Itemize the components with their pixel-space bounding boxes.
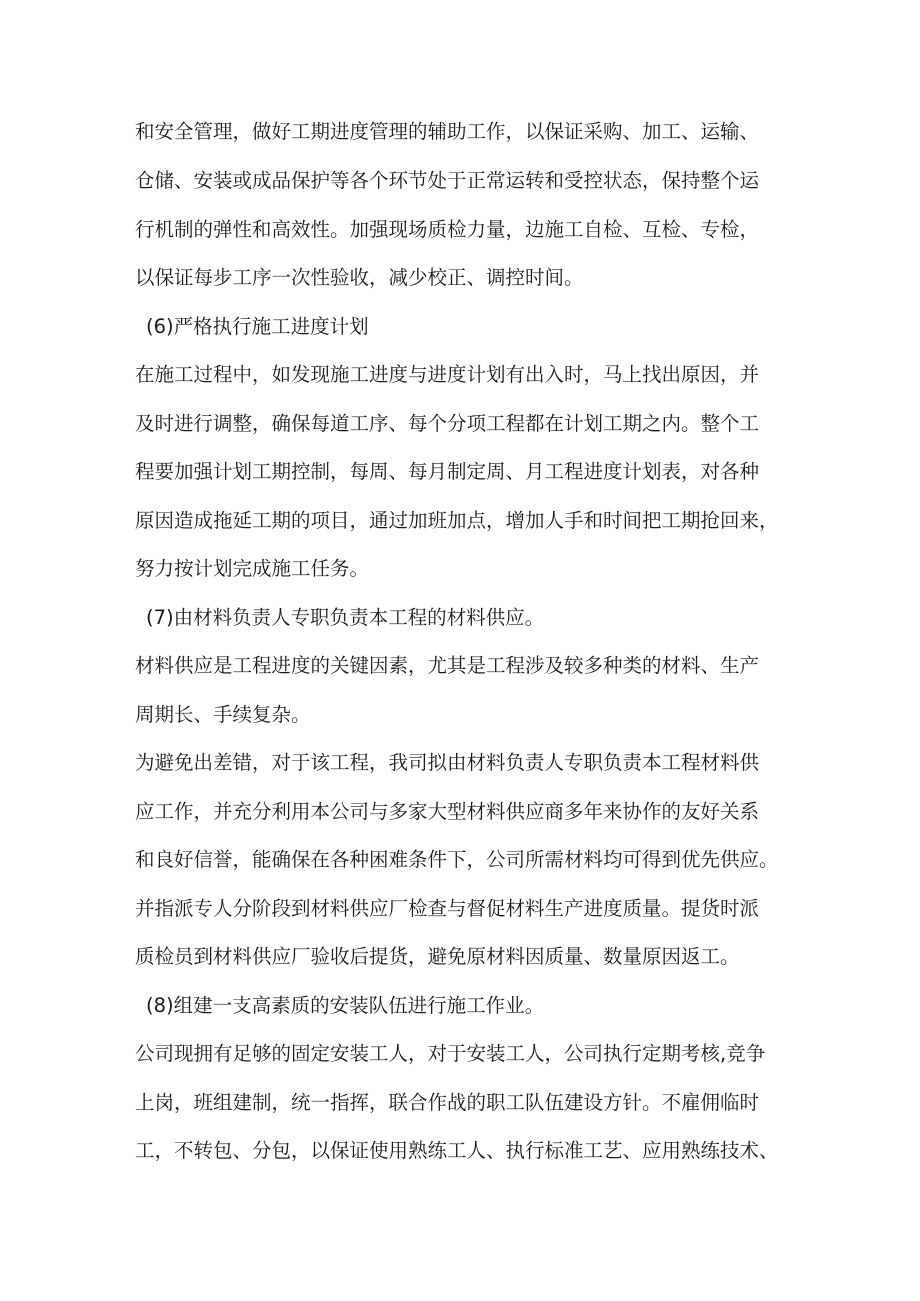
paragraph-line: 仓储、安装或成品保护等各个环节处于正常运转和受控状态，保持整个运 [135,169,760,192]
paragraph-line: 上岗，班组建制，统一指挥，联合作战的职工队伍建设方针。不雇佣临时 [135,1091,760,1114]
paragraph-line: 原因造成拖延工期的项目，通过加班加点，增加人手和时间把工期抢回来， [135,509,779,532]
paragraph-line: 并指派专人分阶段到材料供应厂检查与督促材料生产进度质量。提货时派 [135,897,760,920]
section-heading-8: (8)组建一支高素质的安装队伍进行施工作业。 [146,994,545,1017]
paragraph-line: 努力按计划完成施工任务。 [135,557,370,580]
paragraph-line: 程要加强计划工期控制，每周、每月制定周、月工程进度计划表，对各种 [135,460,760,483]
paragraph-line: 行机制的弹性和高效性。加强现场质检力量，边施工自检、互检、专检， [135,218,760,241]
paragraph-line: 及时进行调整，确保每道工序、每个分项工程都在计划工期之内。整个工 [135,412,760,435]
paragraph-line: 应工作，并充分利用本公司与多家大型材料供应商多年来协作的友好关系 [135,800,760,823]
section-heading-7: (7)由材料负责人专职负责本工程的材料供应。 [146,606,545,629]
paragraph-line: 为避免出差错，对于该工程，我司拟由材料负责人专职负责本工程材料供 [135,751,760,774]
paragraph-line: 周期长、手续复杂。 [135,703,311,726]
paragraph-line: 和安全管理，做好工期进度管理的辅助工作，以保证采购、加工、运输、 [135,120,760,143]
paragraph-line: 材料供应是工程进度的关键因素，尤其是工程涉及较多种类的材料、生产 [135,654,760,677]
paragraph-line: 和良好信誉，能确保在各种困难条件下，公司所需材料均可得到优先供应。 [135,848,779,871]
paragraph-line: 在施工过程中，如发现施工进度与进度计划有出入时，马上找出原因，并 [135,363,760,386]
paragraph-line: 公司现拥有足够的固定安装工人，对于安装工人，公司执行定期考核,竞争 [135,1042,766,1065]
paragraph-line: 工，不转包、分包，以保证使用熟练工人、执行标准工艺、应用熟练技术、 [135,1139,779,1162]
paragraph-line: 以保证每步工序一次性验收，减少校正、调控时间。 [135,266,584,289]
section-heading-6: (6)严格执行施工进度计划 [146,315,369,338]
paragraph-line: 质检员到材料供应厂验收后提货，避免原材料因质量、数量原因返工。 [135,945,740,968]
